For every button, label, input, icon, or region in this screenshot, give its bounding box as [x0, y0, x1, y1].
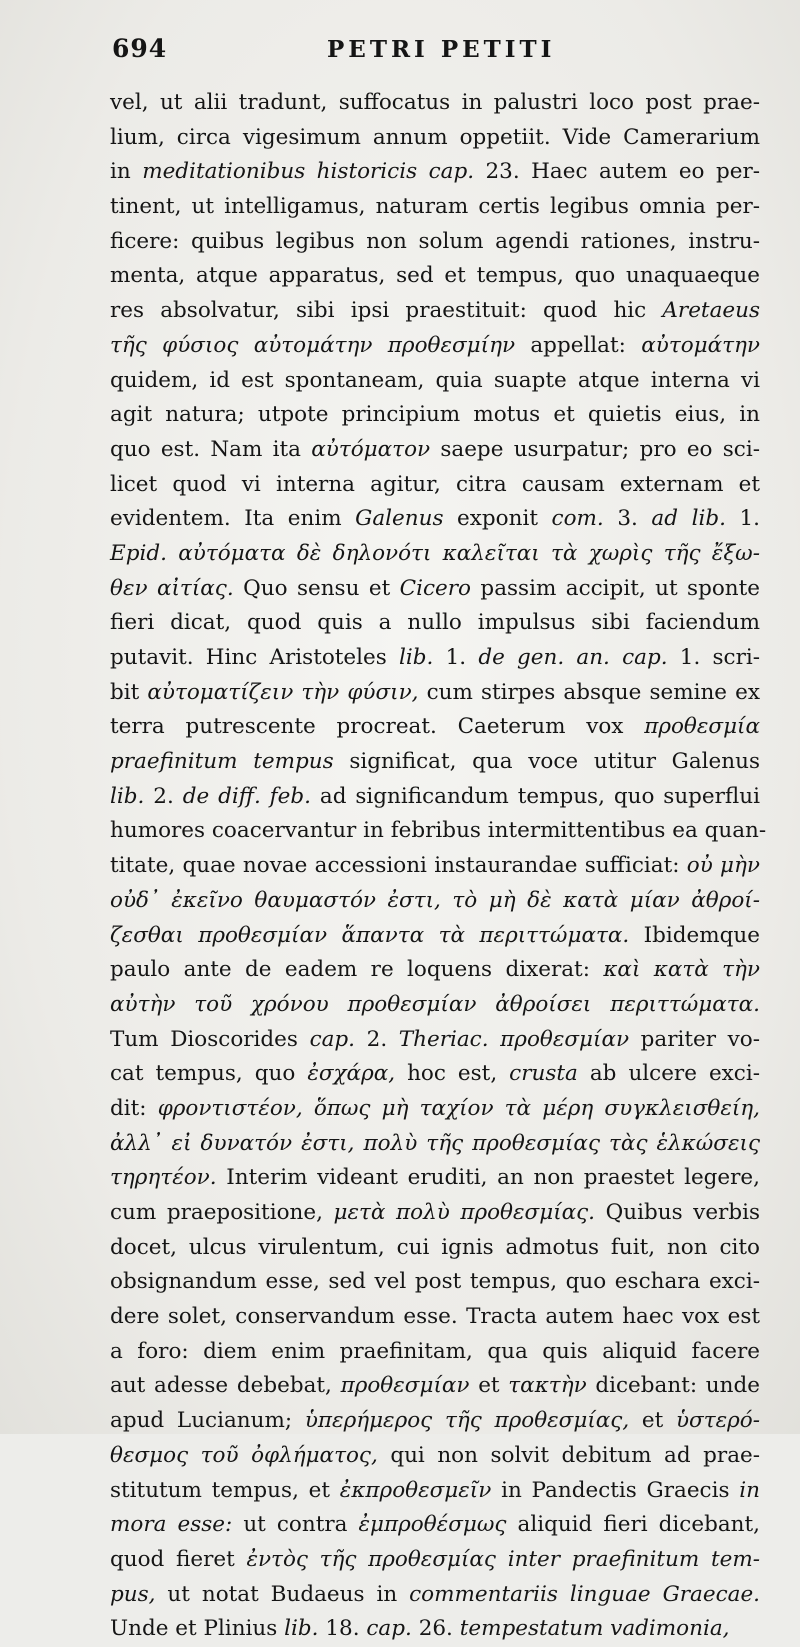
- text-segment: bit: [110, 679, 148, 705]
- text-line: [110, 433, 760, 468]
- greek-text: ζεσθαι προθεσμίαν ἅπαντα τὰ περιττώματα.: [110, 922, 630, 948]
- text-segment: stitutum tempus, et: [110, 1477, 340, 1503]
- greek-text: προθεσμία: [644, 714, 760, 740]
- text-line: [110, 155, 760, 190]
- text-segment: ficere: quibus legibus non solum agendi rationes, instru-: [110, 228, 760, 254]
- running-head: PETRI PETITI: [327, 36, 556, 63]
- greek-text: αὐτομάτην: [641, 332, 760, 358]
- greek-text: αὐτόματα δὲ δηλονότι καλεῖται τὰ χωρὶς τῆς ἔξω-: [178, 540, 760, 566]
- italic-text: ad lib.: [651, 506, 726, 532]
- text-segment: Ibidemque: [629, 922, 760, 948]
- text-line: [110, 1439, 760, 1474]
- greek-text: θεσμος τοῦ ὀφλήματος,: [110, 1442, 378, 1468]
- text-segment: [496, 1547, 508, 1572]
- text-line: [110, 884, 760, 919]
- text-segment: Quibus verbis: [595, 1200, 760, 1225]
- italic-text: cap.: [366, 1616, 412, 1642]
- italic-text: commentariis linguae Graecae.: [409, 1581, 760, 1607]
- italic-text: Aretaeus: [662, 298, 760, 324]
- text-line: [110, 121, 760, 156]
- text-segment: vel, ut alii tradunt, suffocatus in palustri loco post prae-: [110, 90, 760, 115]
- greek-text: ἐντὸς τῆς προθεσμίας: [246, 1546, 496, 1572]
- text-segment: passim accipit, ut sponte: [471, 575, 760, 601]
- text-segment: obsignandum esse, sed vel post tempus, quo eschara exci-: [110, 1269, 760, 1295]
- text-line: [110, 849, 760, 884]
- text-segment: ut notat Budaeus in: [155, 1581, 410, 1607]
- page-header: [112, 34, 762, 70]
- greek-text: τῆς φύσιος αὐτομάτην προθεσμίην: [110, 332, 516, 358]
- text-line: [110, 710, 760, 745]
- text-segment: agit natura; utpote principium motus et quietis eius, in: [110, 402, 760, 428]
- text-segment: Unde et Plinius: [110, 1616, 285, 1642]
- text-line: [110, 1231, 760, 1266]
- italic-text: cap.: [309, 1026, 356, 1052]
- text-segment: tinent, ut intelligamus, naturam certis legibus omnia per-: [110, 194, 760, 220]
- italic-text: mora esse:: [110, 1512, 233, 1538]
- italic-text: inter praefinitum tem-: [507, 1546, 760, 1572]
- text-line: [110, 953, 760, 988]
- italic-text: pus,: [110, 1581, 156, 1607]
- text-line: [110, 329, 760, 364]
- text-segment: 18.: [318, 1616, 367, 1642]
- greek-text: θεν αἰτίας.: [110, 575, 234, 601]
- text-segment: apud Lucianum;: [110, 1408, 305, 1434]
- italic-text: com.: [551, 506, 604, 532]
- greek-text: προθεσμίαν: [500, 1026, 630, 1052]
- text-line: [110, 398, 760, 433]
- text-segment: dicebant: unde: [586, 1373, 760, 1399]
- text-segment: exponit: [443, 506, 552, 532]
- text-segment: Quo sensu et: [233, 575, 400, 601]
- text-line: [110, 1543, 760, 1578]
- italic-text: lib.: [399, 645, 434, 670]
- italic-text: crusta: [509, 1061, 578, 1087]
- text-line: [110, 259, 760, 294]
- greek-text: τηρητέον.: [110, 1165, 217, 1191]
- italic-text: praefinitum tempus: [110, 749, 334, 775]
- italic-text: de diff. feb.: [182, 783, 311, 809]
- text-segment: ab ulcere exci-: [577, 1061, 760, 1087]
- text-line: [110, 1196, 760, 1231]
- greek-text: ἐσχάρα,: [307, 1061, 396, 1087]
- text-segment: dere solet, conservandum esse. Tracta autem haec vox est: [110, 1304, 760, 1330]
- italic-text: Cicero: [399, 575, 471, 601]
- body-text: [110, 86, 767, 1647]
- page-number: 694: [112, 34, 168, 63]
- text-line: [110, 606, 760, 641]
- greek-text: ἀλλ᾽ εἰ δυνατόν ἐστι, πολὺ τῆς προθεσμίας τὰς ἑλκώσεις: [110, 1130, 760, 1156]
- text-line: [110, 1404, 760, 1439]
- greek-text: οὐδ᾽ ἐκεῖνο θαυμαστόν ἐστι, τὸ μὴ δὲ κατὰ μίαν ἀθροί-: [110, 887, 760, 913]
- greek-text: μετὰ πολὺ προθεσμίας.: [333, 1200, 596, 1225]
- text-segment: in: [110, 159, 143, 185]
- text-segment: licet quod vi interna agitur, citra causam externam et: [110, 471, 760, 497]
- italic-text: lib.: [284, 1616, 319, 1642]
- text-segment: Tum Dioscorides: [110, 1026, 310, 1052]
- greek-text: αὐτοματίζειν τὴν φύσιν,: [147, 679, 419, 705]
- text-segment: evidentem. Ita enim: [110, 506, 356, 532]
- text-line: [110, 641, 760, 676]
- text-segment: lium, circa vigesimum annum oppetiit. Vide Camerarium: [110, 124, 760, 150]
- text-segment: a foro: diem enim praefinitam, qua quis aliquid facere: [110, 1338, 760, 1364]
- text-segment: et: [469, 1373, 509, 1399]
- text-segment: terra putrescente procreat. Caeterum vox: [110, 714, 645, 740]
- text-line: [110, 1265, 760, 1300]
- text-segment: in Pandectis Graecis: [491, 1477, 740, 1503]
- text-line: [110, 1369, 760, 1404]
- text-segment: 1. scri-: [667, 645, 760, 670]
- text-line: [110, 537, 760, 572]
- text-segment: quidem, id est spontaneam, quia suapte atque interna vi: [110, 367, 760, 393]
- text-line: [110, 1300, 760, 1335]
- text-segment: hoc est,: [395, 1061, 510, 1087]
- text-line: [110, 1161, 760, 1196]
- text-line: [110, 225, 760, 260]
- text-segment: fieri dicat, quod quis a nullo impulsus sibi faciendum: [110, 610, 760, 636]
- italic-text: lib.: [110, 783, 145, 809]
- greek-text: τακτὴν: [508, 1373, 587, 1399]
- text-segment: 3.: [603, 506, 652, 532]
- italic-text: in: [739, 1477, 760, 1503]
- italic-text: Epid.: [110, 540, 167, 566]
- greek-text: ἐκπροθεσμεῖν: [339, 1477, 492, 1503]
- text-segment: 2.: [144, 783, 183, 809]
- italic-text: tempestatum vadimonia,: [459, 1616, 730, 1642]
- text-segment: cum stirpes absque semine ex: [418, 679, 760, 705]
- greek-text: αὐτὴν τοῦ χρόνου προθεσμίαν ἀθροίσει περιττώματα.: [110, 991, 760, 1017]
- italic-text: Theriac.: [398, 1026, 489, 1052]
- text-segment: qui non solvit debitum ad prae-: [377, 1442, 761, 1468]
- text-segment: Interim videant eruditi, an non praestet legere,: [216, 1165, 760, 1191]
- greek-text: προθεσμίαν: [340, 1373, 470, 1399]
- text-line: [110, 502, 760, 537]
- text-segment: aliquid fieri dicebant,: [506, 1512, 760, 1538]
- text-segment: putavit. Hinc Aristoteles: [110, 645, 400, 670]
- text-segment: aut adesse debebat,: [110, 1373, 341, 1399]
- greek-text: οὐ μὴν: [686, 853, 760, 879]
- text-segment: quod fieret: [110, 1546, 247, 1572]
- text-segment: cum praepositione,: [110, 1200, 334, 1225]
- greek-text: ὑπερήμερος τῆς προθεσμίας,: [304, 1408, 630, 1434]
- text-segment: paulo ante de eadem re loquens dixerat:: [110, 957, 604, 983]
- text-line: [110, 676, 760, 711]
- text-segment: docet, ulcus virulentum, cui ignis admotus fuit, non cito: [110, 1234, 760, 1260]
- text-segment: cat tempus, quo: [110, 1061, 308, 1087]
- text-segment: 26.: [411, 1616, 460, 1642]
- text-segment: et: [629, 1408, 676, 1434]
- text-line: [110, 294, 760, 329]
- text-segment: ut contra: [232, 1512, 359, 1538]
- text-line: [110, 1578, 760, 1613]
- text-line: [110, 1474, 760, 1509]
- italic-text: de gen. an. cap.: [478, 645, 668, 670]
- text-line: [110, 1057, 760, 1092]
- italic-text: Galenus: [355, 506, 444, 532]
- text-line: [110, 1127, 760, 1162]
- greek-text: φροντιστέον, ὅπως μὴ ταχίον τὰ μέρη συγκλεισθείη,: [157, 1095, 761, 1121]
- text-line: [110, 364, 760, 399]
- greek-text: ὑστερό-: [675, 1408, 760, 1434]
- text-segment: menta, atque apparatus, sed et tempus, quo unaquaeque: [110, 263, 760, 289]
- text-line: [110, 919, 760, 954]
- text-segment: dit:: [110, 1095, 158, 1121]
- text-segment: titate, quae novae accessioni instaurandae sufficiat:: [110, 853, 687, 879]
- text-line: [110, 572, 760, 607]
- greek-text: αὐτόματον: [311, 436, 431, 462]
- text-segment: pariter vo-: [629, 1026, 761, 1052]
- text-line: [110, 1335, 760, 1370]
- text-segment: significat, qua voce utitur Galenus: [333, 749, 761, 775]
- text-segment: 1.: [433, 645, 479, 670]
- greek-text: ἐμπροθέσμως: [358, 1512, 507, 1538]
- text-segment: [489, 1027, 501, 1052]
- text-line: [110, 814, 767, 849]
- text-segment: appellat:: [515, 332, 642, 358]
- text-line: [110, 190, 760, 225]
- text-line: [110, 988, 760, 1023]
- text-line: [110, 1508, 760, 1543]
- text-line: [110, 1612, 760, 1647]
- text-line: [110, 1023, 760, 1058]
- text-line: [110, 86, 760, 121]
- text-line: [110, 1092, 760, 1127]
- text-segment: quo est. Nam ita: [110, 436, 312, 462]
- text-line: [110, 745, 760, 780]
- text-segment: humores coacervantur in febribus intermittentibus ea quan-: [110, 818, 767, 844]
- text-segment: ad significandum tempus, quo superflui: [310, 783, 760, 809]
- text-segment: res absolvatur, sibi ipsi praestituit: quod hic: [110, 298, 663, 324]
- text-line: [110, 780, 760, 815]
- text-segment: [167, 541, 178, 566]
- text-segment: 1.: [725, 506, 761, 532]
- greek-text: καὶ κατὰ τὴν: [603, 957, 761, 983]
- italic-text: meditationibus historicis cap.: [142, 159, 475, 185]
- text-segment: saepe usurpatur; pro eo sci-: [430, 436, 760, 462]
- text-segment: 23. Haec autem eo per-: [474, 159, 760, 185]
- text-segment: 2.: [355, 1026, 399, 1052]
- text-line: [110, 468, 760, 503]
